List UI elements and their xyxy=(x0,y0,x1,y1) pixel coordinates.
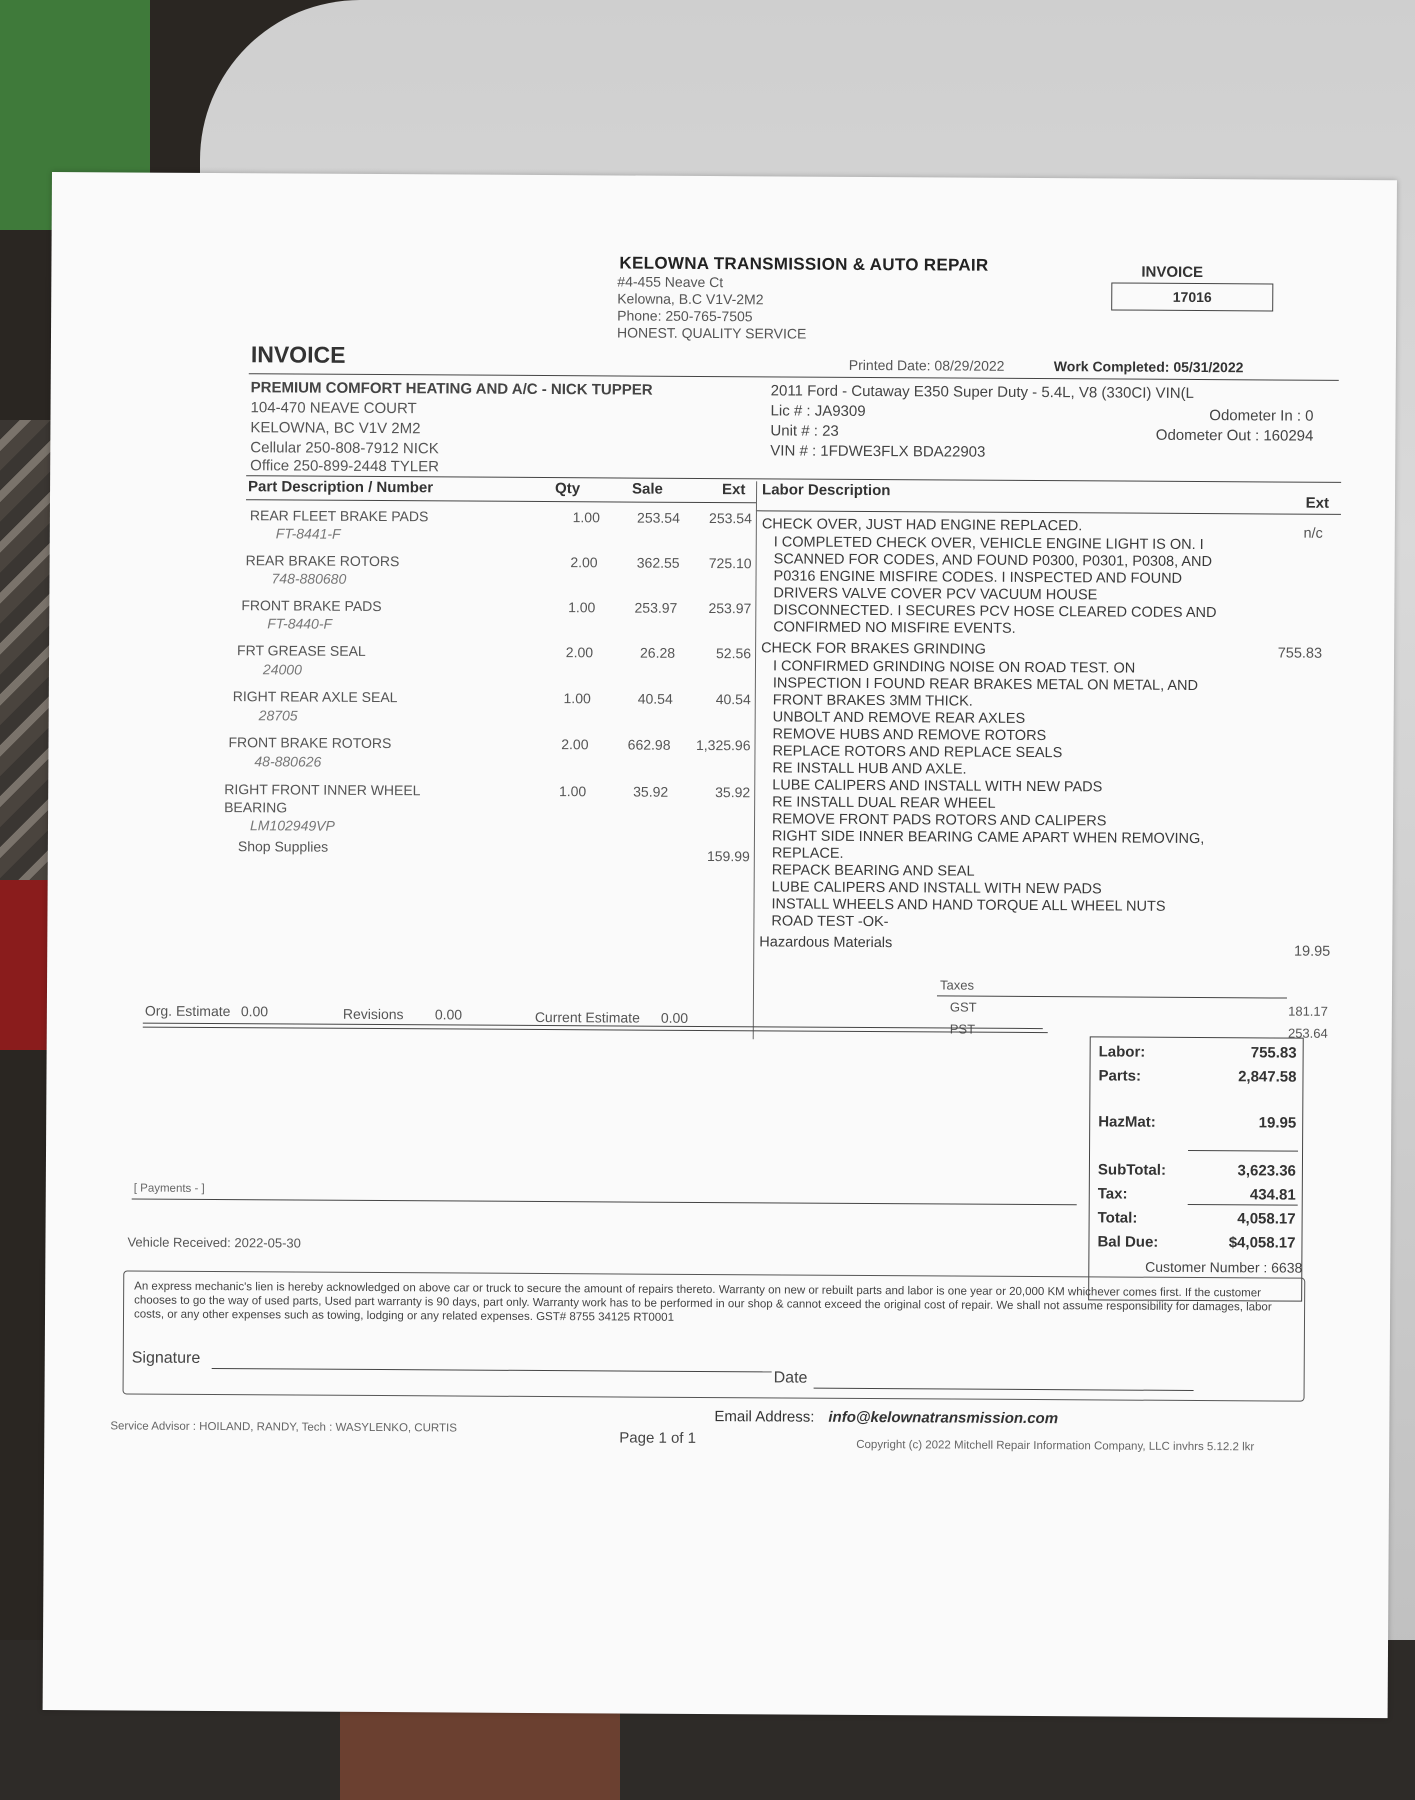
hazmat-total-value: 19.95 xyxy=(1258,1114,1297,1132)
part-name: FRONT BRAKE PADS xyxy=(241,597,382,615)
col-part-description: Part Description / Number xyxy=(248,478,434,497)
hazmat-total-label: HazMat: xyxy=(1098,1113,1156,1131)
part-name: RIGHT REAR AXLE SEAL xyxy=(232,688,398,706)
org-estimate-label: Org. Estimate xyxy=(144,1002,231,1020)
labor-job-title: CHECK OVER, JUST HAD ENGINE REPLACED. xyxy=(761,516,1083,535)
legal-text: An express mechanic's lien is hereby acknowledged on above car or truck to secure the amount of repairs thereto. Warranty on new or rebuilt parts and labor is one year or 20,000 KM whichever comes first. If the customer chooses to go the way of used parts, Used part warranty is 90 days, part only. Warranty work has to be performed in our shop & cannot exceed the original cost of repair. We shall not assume responsibility for damages, labor costs, or any other expenses such as towing, lodging or any related expenses. GST# 8755 34125 RT0001 xyxy=(133,1280,1272,1324)
part-name: FRT GREASE SEAL xyxy=(237,642,366,659)
labor-line: RIGHT SIDE INNER BEARING CAME APART WHEN REMOVING, xyxy=(771,828,1205,848)
labor-line: INSPECTION I FOUND REAR BRAKES METAL ON METAL, AND xyxy=(772,675,1199,695)
gst-value: 181.17 xyxy=(1288,1003,1328,1019)
invoice-paper xyxy=(43,172,1397,1718)
org-estimate-value: 0.00 xyxy=(240,1003,269,1020)
vehicle-license: Lic # : JA9309 xyxy=(770,402,866,420)
part-sale: 26.28 xyxy=(639,644,676,661)
labor-line: REPACK BEARING AND SEAL xyxy=(771,862,975,880)
payments-rule xyxy=(132,1199,1077,1206)
part-name: RIGHT FRONT INNER WHEEL xyxy=(224,781,421,799)
labor-line: REMOVE HUBS AND REMOVE ROTORS xyxy=(772,726,1047,745)
labor-line: DISCONNECTED. I SECURES PCV HOSE CLEARED CODES AND xyxy=(773,602,1217,622)
labor-line: RE INSTALL HUB AND AXLE. xyxy=(772,760,967,778)
part-ext: 253.54 xyxy=(709,510,752,527)
customer-cellular: Cellular 250-808-7912 NICK xyxy=(250,439,439,458)
copyright: Copyright (c) 2022 Mitchell Repair Information Company, LLC invhrs 5.12.2 lkr xyxy=(856,1438,1255,1454)
part-ext: 40.54 xyxy=(715,691,751,708)
parts-header-rule xyxy=(246,499,756,503)
labor-line: UNBOLT AND REMOVE REAR AXLES xyxy=(772,709,1026,727)
vehicle-received: Vehicle Received: 2022-05-30 xyxy=(127,1234,301,1251)
part-sale: 253.97 xyxy=(634,599,678,616)
part-name: Shop Supplies xyxy=(237,838,329,855)
total-label: Total: xyxy=(1097,1209,1138,1227)
part-sale: 253.54 xyxy=(637,509,680,526)
odometer-in: Odometer In : 0 xyxy=(1209,407,1314,425)
wood-background xyxy=(340,1700,620,1800)
vehicle-description: 2011 Ford - Cutaway E350 Super Duty - 5.4L, V8 (330CI) VIN(L xyxy=(770,382,1194,402)
part-ext: 725.10 xyxy=(708,555,752,572)
pst-value: 253.64 xyxy=(1287,1025,1328,1041)
taxes-rule xyxy=(937,995,1287,998)
part-sale: 662.98 xyxy=(627,736,671,753)
col-labor-description: Labor Description xyxy=(762,481,891,500)
subtotal-rule xyxy=(1188,1150,1298,1152)
tax-label: Tax: xyxy=(1097,1185,1128,1203)
labor-job-title: CHECK FOR BRAKES GRINDING xyxy=(761,640,986,658)
part-number: 748-880680 xyxy=(271,570,347,587)
part-ext: 52.56 xyxy=(715,645,752,662)
date-label: Date xyxy=(773,1369,808,1387)
part-qty: 1.00 xyxy=(572,509,600,526)
printed-date: Printed Date: 08/29/2022 xyxy=(848,356,1005,374)
labor-job-ext: 755.83 xyxy=(1277,645,1323,662)
signature-line[interactable] xyxy=(212,1368,772,1372)
labor-line: SCANNED FOR CODES, AND FOUND P0300, P0301, P0308, AND xyxy=(773,551,1213,571)
col-sale: Sale xyxy=(632,480,663,498)
vehicle-unit: Unit # : 23 xyxy=(770,422,839,440)
parts-total-label: Parts: xyxy=(1098,1067,1142,1085)
invoice-title: INVOICE xyxy=(250,341,346,368)
col-ext: Ext xyxy=(722,481,746,499)
current-estimate-label: Current Estimate xyxy=(534,1008,640,1026)
labor-line: I COMPLETED CHECK OVER, VEHICLE ENGINE LIGHT IS ON. I xyxy=(773,534,1204,554)
part-qty: 1.00 xyxy=(563,690,591,707)
col-qty: Qty xyxy=(555,480,581,498)
vehicle-vin: VIN # : 1FDWE3FLX BDA22903 xyxy=(770,442,986,461)
customer-address: 104-470 NEAVE COURT xyxy=(250,399,417,418)
part-name: FRONT BRAKE ROTORS xyxy=(228,734,392,752)
revisions-value: 0.00 xyxy=(434,1006,463,1023)
invoice-number: 17016 xyxy=(1111,282,1273,311)
labor-line: REMOVE FRONT PADS ROTORS AND CALIPERS xyxy=(772,811,1107,830)
part-number: 28705 xyxy=(258,707,298,724)
total-value: 4,058.17 xyxy=(1237,1210,1296,1228)
hazmat-ext: 19.95 xyxy=(1293,943,1331,960)
part-qty: 2.00 xyxy=(561,736,589,753)
part-ext: 159.99 xyxy=(706,848,750,865)
balance-due-value: $4,058.17 xyxy=(1228,1234,1296,1252)
column-divider xyxy=(753,481,757,1039)
part-number: FT-8441-F xyxy=(275,525,341,542)
work-completed: Work Completed: 05/31/2022 xyxy=(1053,358,1244,376)
service-advisor: Service Advisor : HOILAND, RANDY, Tech : WASYLENKO, CURTIS xyxy=(110,1420,457,1435)
labor-line: REPLACE. xyxy=(771,845,844,862)
part-ext: 253.97 xyxy=(708,600,752,617)
hazmat-label: Hazardous Materials xyxy=(759,934,893,952)
labor-total-value: 755.83 xyxy=(1250,1044,1297,1062)
col-labor-ext: Ext xyxy=(1305,494,1330,512)
part-name-continued: BEARING xyxy=(224,799,288,816)
labor-line: I CONFIRMED GRINDING NOISE ON ROAD TEST. ON xyxy=(772,658,1136,677)
labor-total-label: Labor: xyxy=(1098,1043,1146,1061)
labor-line: LUBE CALIPERS AND INSTALL WITH NEW PADS xyxy=(771,879,1102,898)
gst-label: GST xyxy=(949,999,977,1015)
part-qty: 1.00 xyxy=(568,599,596,616)
part-qty: 2.00 xyxy=(570,554,598,571)
labor-line: INSTALL WHEELS AND HAND TORQUE ALL WHEEL NUTS xyxy=(771,896,1166,915)
shop-name: KELOWNA TRANSMISSION & AUTO REPAIR xyxy=(619,253,989,275)
part-number: LM102949VP xyxy=(249,817,335,834)
page-number: Page 1 of 1 xyxy=(619,1429,697,1447)
shop-address-2: Kelowna, B.C V1V-2M2 xyxy=(617,290,764,308)
total-rule xyxy=(1188,1204,1298,1206)
labor-line: DRIVERS VALVE COVER PCV VACUUM HOUSE xyxy=(773,585,1098,604)
part-qty: 2.00 xyxy=(565,644,594,661)
current-estimate-value: 0.00 xyxy=(660,1009,689,1026)
revisions-label: Revisions xyxy=(342,1005,404,1023)
legal-box xyxy=(123,1270,1306,1401)
labor-header-rule xyxy=(756,510,1341,515)
tax-value: 434.81 xyxy=(1249,1186,1296,1204)
labor-line: LUBE CALIPERS AND INSTALL WITH NEW PADS xyxy=(772,777,1103,796)
balance-due-label: Bal Due: xyxy=(1097,1233,1159,1251)
pst-label: PST xyxy=(949,1021,976,1037)
part-qty: 1.00 xyxy=(558,783,587,800)
labor-line: ROAD TEST -OK- xyxy=(771,913,889,931)
labor-line: RE INSTALL DUAL REAR WHEEL xyxy=(772,794,996,812)
part-number: FT-8440-F xyxy=(267,615,333,632)
payments-label: [ Payments - ] xyxy=(133,1182,205,1195)
shop-slogan: HONEST. QUALITY SERVICE xyxy=(616,324,807,342)
shop-phone: Phone: 250-765-7505 xyxy=(617,307,753,325)
labor-job-ext: n/c xyxy=(1303,525,1323,542)
part-sale: 35.92 xyxy=(633,783,669,800)
part-number: 48-880626 xyxy=(254,753,322,770)
part-sale: 362.55 xyxy=(636,554,680,571)
labor-line: FRONT BRAKES 3MM THICK. xyxy=(772,692,973,710)
labor-line: REPLACE ROTORS AND REPLACE SEALS xyxy=(772,743,1063,762)
customer-office: Office 250-899-2448 TYLER xyxy=(250,457,439,476)
subtotal-label: SubTotal: xyxy=(1097,1161,1167,1179)
email-address: info@kelownatransmission.com xyxy=(828,1408,1059,1428)
part-name: REAR FLEET BRAKE PADS xyxy=(249,507,429,525)
part-number: 24000 xyxy=(262,661,302,678)
signature-label: Signature xyxy=(131,1349,201,1367)
subtotal-value: 3,623.36 xyxy=(1237,1162,1296,1180)
taxes-title: Taxes xyxy=(940,977,975,993)
customer-number: Customer Number : 6638 xyxy=(1145,1258,1303,1276)
shop-address-1: #4-455 Neave Ct xyxy=(617,273,724,291)
customer-city: KELOWNA, BC V1V 2M2 xyxy=(250,419,421,438)
parts-total-value: 2,847.58 xyxy=(1238,1068,1297,1086)
invoice-label: INVOICE xyxy=(1141,263,1204,282)
customer-name: PREMIUM COMFORT HEATING AND A/C - NICK TUPPER xyxy=(250,379,653,399)
labor-line: P0316 ENGINE MISFIRE CODES. I INSPECTED AND FOUND xyxy=(773,568,1183,587)
date-line[interactable] xyxy=(814,1388,1194,1391)
part-sale: 40.54 xyxy=(637,690,673,707)
part-ext: 1,325.96 xyxy=(695,736,751,754)
part-name: REAR BRAKE ROTORS xyxy=(245,552,400,570)
odometer-out: Odometer Out : 160294 xyxy=(1155,426,1314,445)
email-label: Email Address: xyxy=(714,1408,815,1426)
labor-line: CONFIRMED NO MISFIRE EVENTS. xyxy=(773,619,1016,637)
part-ext: 35.92 xyxy=(715,784,751,801)
